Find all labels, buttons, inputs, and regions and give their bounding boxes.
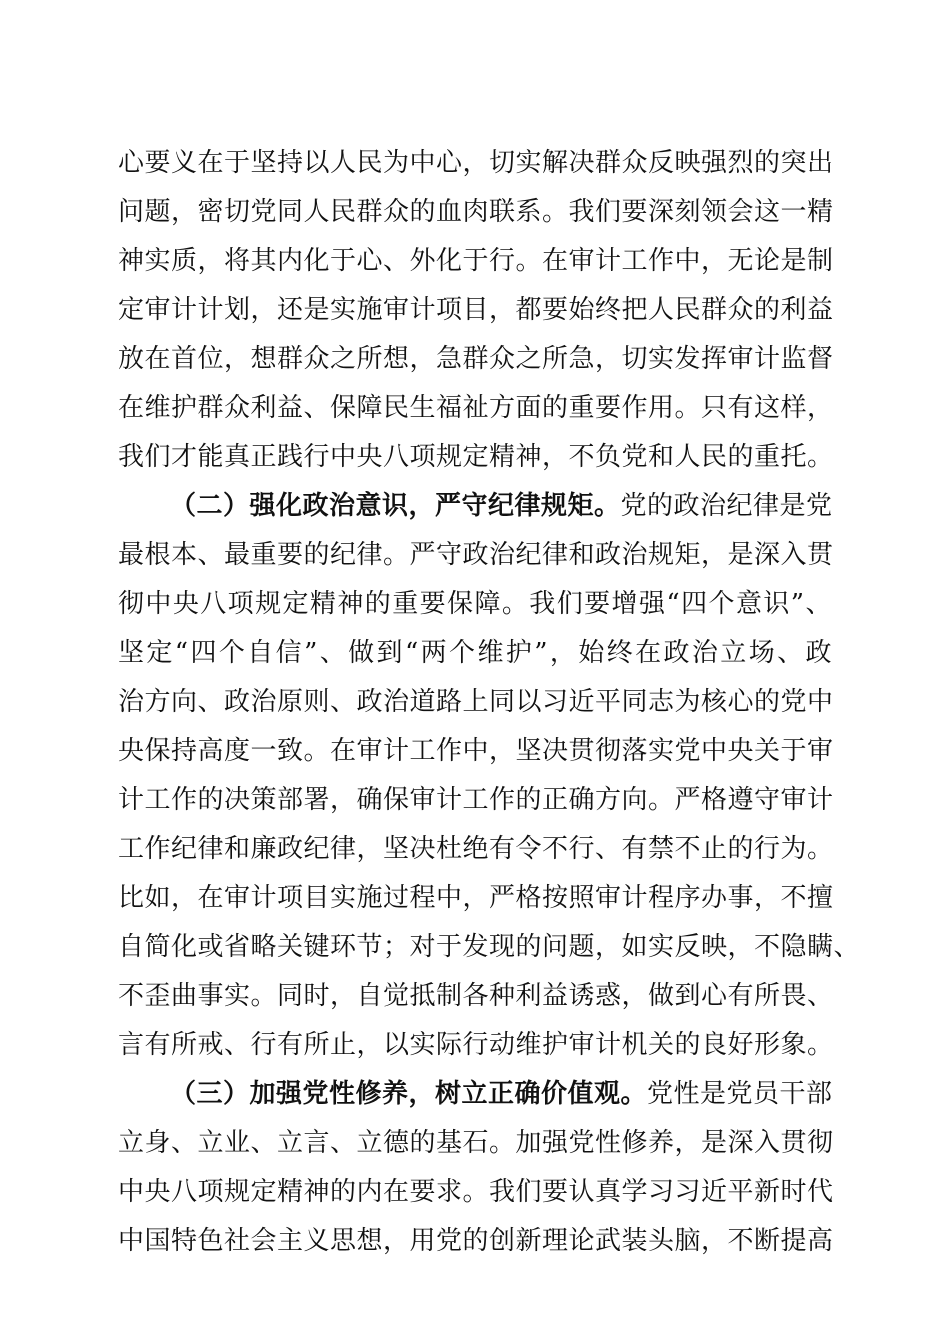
line-text: 言有所戒、行有所止，以实际行动维护审计机关的良好形象。	[118, 1030, 834, 1060]
text-line	[118, 1025, 832, 1065]
text-line	[118, 192, 832, 232]
line-text: 在维护群众利益、保障民生福祉方面的重要作用。只有这样，	[118, 393, 834, 423]
text-line	[118, 682, 832, 722]
line-text: 计工作的决策部署，确保审计工作的正确方向。严格遵守审计	[118, 785, 834, 815]
section-heading-line	[170, 1074, 832, 1114]
line-text: 神实质，将其内化于心、外化于行。在审计工作中，无论是制	[118, 246, 834, 276]
line-text: 最根本、最重要的纪律。严守政治纪律和政治规矩，是深入贯	[118, 540, 834, 570]
line-text: 心要义在于坚持以人民为中心，切实解决群众反映强烈的突出	[118, 148, 834, 178]
line-text: 问题，密切党同人民群众的血肉联系。我们要深刻领会这一精	[118, 197, 834, 227]
text-line	[118, 1172, 832, 1212]
text-line	[118, 731, 832, 771]
text-line	[118, 1123, 832, 1163]
text-line	[118, 1221, 832, 1261]
line-text: 不歪曲事实。同时，自觉抵制各种利益诱惑，做到心有所畏、	[118, 981, 834, 1011]
line-text: 中国特色社会主义思想，用党的创新理论武装头脑，不断提高	[118, 1226, 834, 1256]
section-heading-line	[170, 486, 832, 526]
text-line	[118, 780, 832, 820]
line-text: 央保持高度一致。在审计工作中，坚决贯彻落实党中央关于审	[118, 736, 834, 766]
text-line	[118, 927, 861, 967]
line-text: 中央八项规定精神的内在要求。我们要认真学习习近平新时代	[118, 1177, 834, 1207]
line-text: 工作纪律和廉政纪律，坚决杜绝有令不行、有禁不止的行为。	[118, 834, 834, 864]
text-line	[118, 633, 832, 673]
line-text: 我们才能真正践行中央八项规定精神，不负党和人民的重托。	[118, 442, 834, 472]
line-text: 自简化或省略关键环节；对于发现的问题，如实反映，不隐瞒、	[118, 932, 861, 962]
text-line	[118, 829, 832, 869]
section-heading: （二）强化政治意识，严守纪律规矩。	[170, 491, 621, 521]
text-line	[118, 143, 832, 183]
line-text: 坚定“四个自信”、做到“两个维护”，始终在政治立场、政	[118, 638, 832, 668]
text-line	[118, 584, 832, 624]
line-text: 比如，在审计项目实施过程中，严格按照审计程序办事，不擅	[118, 883, 834, 913]
line-text: 党性是党员干部	[647, 1079, 833, 1109]
section-heading: （三）加强党性修养，树立正确价值观。	[170, 1079, 648, 1109]
text-line	[118, 976, 832, 1016]
text-line	[118, 388, 832, 428]
text-line	[118, 535, 832, 575]
text-line	[118, 290, 832, 330]
text-line	[118, 241, 832, 281]
line-text: 彻中央八项规定精神的重要保障。我们要增强“四个意识”、	[118, 589, 832, 619]
line-text: 放在首位，想群众之所想，急群众之所急，切实发挥审计监督	[118, 344, 834, 374]
line-text: 定审计计划，还是实施审计项目，都要始终把人民群众的利益	[118, 295, 834, 325]
text-line	[118, 878, 832, 918]
line-text: 立身、立业、立言、立德的基石。加强党性修养，是深入贯彻	[118, 1128, 834, 1158]
line-text: 党的政治纪律是党	[620, 491, 833, 521]
text-line	[118, 339, 832, 379]
text-line	[118, 437, 832, 477]
line-text: 治方向、政治原则、政治道路上同以习近平同志为核心的党中	[118, 687, 834, 717]
